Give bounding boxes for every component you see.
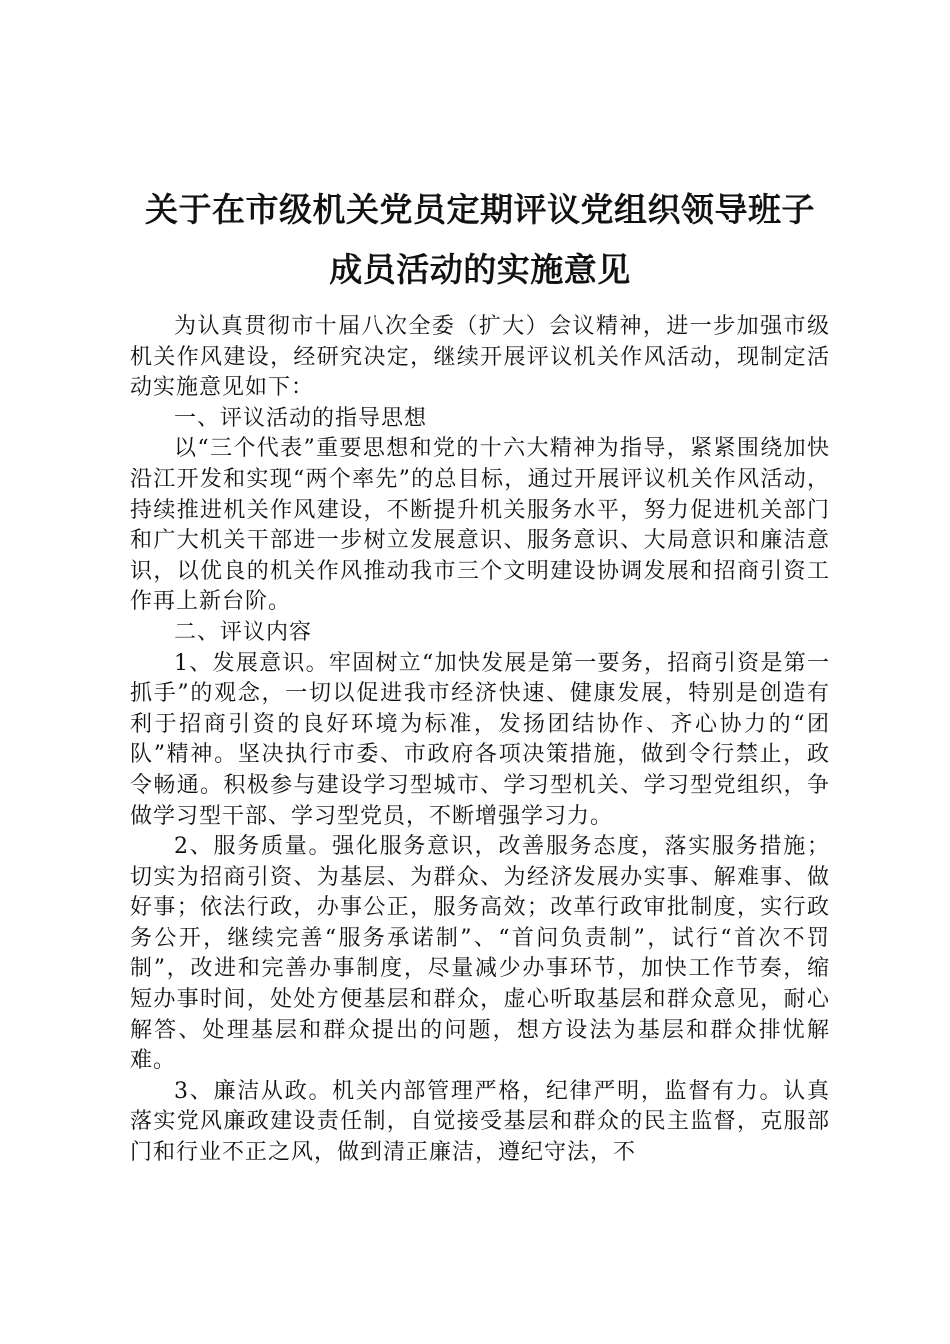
intro-paragraph: 为认真贯彻市十届八次全委（扩大）会议精神，进一步加强市级机关作风建设，经研究决定，继续开展评议机关作风活动，现制定活动实施意见如下： [130,314,830,401]
section-heading-guiding-ideology: 一、评议活动的指导思想 [174,405,428,431]
title-line-1: 关于在市级机关党员定期评议党组织领导班子 [145,190,815,229]
document-body [130,312,830,1169]
item-service-quality: 2、服务质量。强化服务意识，改善服务态度，落实服务措施；切实为招商引资、为基层、为群众、为经济发展办实事、解难事、做好事；依法行政，办事公正，服务高效；改革行政审批制度，实行政务公开，继续完善“服务承诺制”、“首问负责制”，试行“首次不罚制”，改进和完善办事制度，尽量减少办事环节，加快工作节奏，缩短办事时间，处处方便基层和群众，虚心听取基层和群众意见，耐心解答、处理基层和群众提出的问题，想方设法为基层和群众排忧解难。 [130,834,830,1074]
document-page [130,180,830,1169]
item-development-awareness: 1、发展意识。牢固树立“加快发展是第一要务，招商引资是第一抓手”的观念，一切以促进我市经济快速、健康发展，特别是创造有利于招商引资的良好环境为标准，发扬团结协作、齐心协力的“团队”精神。坚决执行市委、市政府各项决策措施，做到令行禁止，政令畅通。积极参与建设学习型城市、学习型机关、学习型党组织，争做学习型干部、学习型党员，不断增强学习力。 [130,650,830,829]
title-line-2: 成员活动的实施意见 [329,250,631,289]
item-clean-government: 3、廉洁从政。机关内部管理严格，纪律严明，监督有力。认真落实党风廉政建设责任制，自觉接受基层和群众的民主监督，克服部门和行业不正之风，做到清正廉洁，遵纪守法，不 [130,1078,830,1166]
document-title [130,180,830,300]
section-heading-evaluation-content: 二、评议内容 [174,619,313,645]
guiding-ideology-paragraph: 以“三个代表”重要思想和党的十六大精神为指导，紧紧围绕加快沿江开发和实现“两个率先”的总目标，通过开展评议机关作风活动，持续推进机关作风建设，不断提升机关服务水平，努力促进机关部门和广大机关干部进一步树立发展意识、服务意识、大局意识和廉洁意识，以优良的机关作风推动我市三个文明建设协调发展和招商引资工作再上新台阶。 [130,436,830,615]
